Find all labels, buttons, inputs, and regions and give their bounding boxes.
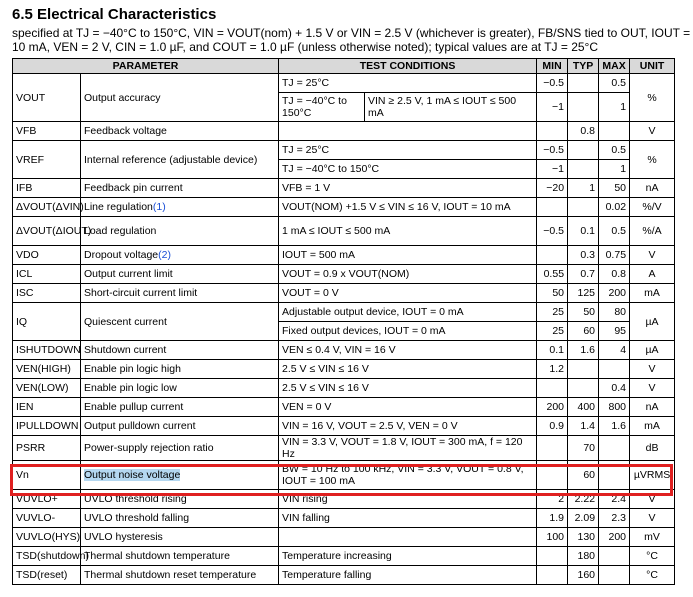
test-condition: IOUT = 500 mA xyxy=(279,246,537,265)
max-value: 50 xyxy=(599,179,630,198)
typ-value: 1 xyxy=(568,179,599,198)
table-row xyxy=(13,509,675,528)
max-value: 0.5 xyxy=(599,141,630,160)
test-condition: VFB = 1 V xyxy=(279,179,537,198)
table-row xyxy=(13,379,675,398)
param-symbol: TSD(reset) xyxy=(13,566,81,585)
min-value: −20 xyxy=(537,179,568,198)
typ-value: 60 xyxy=(568,322,599,341)
typ-value: 1.6 xyxy=(568,341,599,360)
param-name: Short-circuit current limit xyxy=(81,284,279,303)
min-value: 0.1 xyxy=(537,341,568,360)
header-max: MAX xyxy=(599,59,630,74)
min-value xyxy=(537,461,568,490)
param-symbol: VFB xyxy=(13,122,81,141)
min-value xyxy=(537,246,568,265)
typ-value: 50 xyxy=(568,303,599,322)
max-value: 2.3 xyxy=(599,509,630,528)
param-symbol: IQ xyxy=(13,303,81,341)
param-symbol: VDO xyxy=(13,246,81,265)
test-condition: VIN falling xyxy=(279,509,537,528)
typ-value xyxy=(568,160,599,179)
min-value: 200 xyxy=(537,398,568,417)
typ-value xyxy=(568,360,599,379)
test-condition: 1 mA ≤ IOUT ≤ 500 mA xyxy=(279,217,537,246)
table-row xyxy=(13,341,675,360)
unit-value: nA xyxy=(630,398,675,417)
typ-value: 60 xyxy=(568,461,599,490)
param-name xyxy=(81,246,279,265)
unit-value: °C xyxy=(630,547,675,566)
max-value: 1 xyxy=(599,160,630,179)
param-name-text: Dropout voltage xyxy=(84,249,159,261)
typ-value: 125 xyxy=(568,284,599,303)
unit-value: V xyxy=(630,509,675,528)
table-row xyxy=(13,198,675,217)
min-value xyxy=(537,566,568,585)
test-condition: VOUT(NOM) +1.5 V ≤ VIN ≤ 16 V, IOUT = 10 mA xyxy=(279,198,537,217)
test-condition: VIN = 3.3 V, VOUT = 1.8 V, IOUT = 300 mA, f = 120 Hz xyxy=(279,436,537,461)
param-symbol: VREF xyxy=(13,141,81,179)
param-name: Feedback pin current xyxy=(81,179,279,198)
param-name: Internal reference (adjustable device) xyxy=(81,141,279,179)
unit-value: mV xyxy=(630,528,675,547)
typ-value: 70 xyxy=(568,436,599,461)
min-value xyxy=(537,122,568,141)
param-symbol: VEN(LOW) xyxy=(13,379,81,398)
param-name xyxy=(81,198,279,217)
param-symbol: ISHUTDOWN xyxy=(13,341,81,360)
test-condition: TJ = −40°C to 150°C xyxy=(279,160,537,179)
typ-value: 160 xyxy=(568,566,599,585)
table-row xyxy=(13,566,675,585)
test-condition: VOUT = 0.9 x VOUT(NOM) xyxy=(279,265,537,284)
min-value: 1.2 xyxy=(537,360,568,379)
param-name: UVLO hysteresis xyxy=(81,528,279,547)
intro-line-1: specified at TJ = −40°C to 150°C, VIN = VOUT(nom) + 1.5 V or VIN = 2.5 V (whichever is greater), FB/SNS tied to OUT, IOUT = xyxy=(12,26,691,40)
min-value: −0.5 xyxy=(537,141,568,160)
param-symbol: VUVLO+ xyxy=(13,490,81,509)
min-value: 50 xyxy=(537,284,568,303)
param-symbol: IFB xyxy=(13,179,81,198)
max-value: 0.5 xyxy=(599,74,630,93)
min-value: −0.5 xyxy=(537,74,568,93)
typ-value xyxy=(568,74,599,93)
footnote-link[interactable]: (1) xyxy=(152,201,166,213)
typ-value: 400 xyxy=(568,398,599,417)
table-row xyxy=(13,490,675,509)
min-value: 100 xyxy=(537,528,568,547)
test-condition: Fixed output devices, IOUT = 0 mA xyxy=(279,322,537,341)
unit-value: µA xyxy=(630,303,675,341)
header-min: MIN xyxy=(537,59,568,74)
param-name xyxy=(81,461,279,490)
param-symbol: TSD(shutdown) xyxy=(13,547,81,566)
param-symbol: Vn xyxy=(13,461,81,490)
header-unit: UNIT xyxy=(630,59,675,74)
unit-value: V xyxy=(630,122,675,141)
table-row xyxy=(13,417,675,436)
unit-value: %/V xyxy=(630,198,675,217)
max-value: 2.4 xyxy=(599,490,630,509)
table-row xyxy=(13,265,675,284)
max-value xyxy=(599,547,630,566)
min-value: 1.9 xyxy=(537,509,568,528)
min-value: −1 xyxy=(537,93,568,122)
unit-value: °C xyxy=(630,566,675,585)
param-name: Load regulation xyxy=(81,217,279,246)
param-name: Power-supply rejection ratio xyxy=(81,436,279,461)
param-symbol: ΔVOUT(ΔIOUT) xyxy=(13,217,81,246)
unit-value: mA xyxy=(630,417,675,436)
param-name: Output pulldown current xyxy=(81,417,279,436)
max-value xyxy=(599,360,630,379)
max-value: 1.6 xyxy=(599,417,630,436)
max-value xyxy=(599,436,630,461)
header-parameter: PARAMETER xyxy=(13,59,279,74)
param-name: Shutdown current xyxy=(81,341,279,360)
param-symbol: VOUT xyxy=(13,74,81,122)
param-symbol: ΔVOUT(ΔVIN) xyxy=(13,198,81,217)
param-name: Output current limit xyxy=(81,265,279,284)
table-row xyxy=(13,398,675,417)
max-value: 0.02 xyxy=(599,198,630,217)
param-name: Enable pullup current xyxy=(81,398,279,417)
max-value: 0.4 xyxy=(599,379,630,398)
intro-line-2: 10 mA, VEN = 2 V, CIN = 1.0 µF, and COUT = 1.0 µF (unless otherwise noted); typical values are at TJ = 25°C xyxy=(12,40,599,54)
min-value: 25 xyxy=(537,303,568,322)
test-condition: VEN ≤ 0.4 V, VIN = 16 V xyxy=(279,341,537,360)
max-value: 4 xyxy=(599,341,630,360)
typ-value: 0.3 xyxy=(568,246,599,265)
param-name: Feedback voltage xyxy=(81,122,279,141)
table-row xyxy=(13,246,675,265)
test-condition xyxy=(279,528,537,547)
param-symbol: PSRR xyxy=(13,436,81,461)
max-value: 80 xyxy=(599,303,630,322)
typ-value: 2.09 xyxy=(568,509,599,528)
param-symbol: IPULLDOWN xyxy=(13,417,81,436)
unit-value: % xyxy=(630,141,675,179)
typ-value xyxy=(568,141,599,160)
unit-value: V xyxy=(630,360,675,379)
section-title: 6.5 Electrical Characteristics xyxy=(12,6,217,23)
typ-value xyxy=(568,198,599,217)
max-value: 200 xyxy=(599,528,630,547)
min-value: −1 xyxy=(537,160,568,179)
electrical-characteristics-table xyxy=(12,58,675,585)
selected-text-highlight[interactable]: Output noise voltage xyxy=(84,469,181,481)
test-condition: Adjustable output device, IOUT = 0 mA xyxy=(279,303,537,322)
intro-text xyxy=(12,26,691,54)
test-condition xyxy=(279,122,537,141)
param-symbol: ISC xyxy=(13,284,81,303)
min-value: 25 xyxy=(537,322,568,341)
table-row xyxy=(13,436,675,461)
unit-value: V xyxy=(630,490,675,509)
table-row xyxy=(13,217,675,246)
param-symbol: IEN xyxy=(13,398,81,417)
min-value: 2 xyxy=(537,490,568,509)
table-row xyxy=(13,528,675,547)
unit-value: mA xyxy=(630,284,675,303)
typ-value: 0.8 xyxy=(568,122,599,141)
param-name: Enable pin logic high xyxy=(81,360,279,379)
test-condition: BW = 10 Hz to 100 kHz, VIN = 3.3 V, VOUT = 0.8 V, IOUT = 100 mA xyxy=(279,461,537,490)
test-condition: TJ = 25°C xyxy=(279,141,537,160)
unit-value: %/A xyxy=(630,217,675,246)
test-condition: TJ = 25°C xyxy=(279,74,537,93)
test-condition: Temperature falling xyxy=(279,566,537,585)
max-value xyxy=(599,461,630,490)
max-value xyxy=(599,122,630,141)
typ-value: 2.22 xyxy=(568,490,599,509)
test-condition: VIN = 16 V, VOUT = 2.5 V, VEN = 0 V xyxy=(279,417,537,436)
test-condition: Temperature increasing xyxy=(279,547,537,566)
min-value: 0.55 xyxy=(537,265,568,284)
unit-value: % xyxy=(630,74,675,122)
unit-value: µA xyxy=(630,341,675,360)
table-row xyxy=(13,179,675,198)
min-value: −0.5 xyxy=(537,217,568,246)
test-condition: VEN = 0 V xyxy=(279,398,537,417)
typ-value xyxy=(568,379,599,398)
param-symbol: VUVLO- xyxy=(13,509,81,528)
min-value xyxy=(537,379,568,398)
param-name: Quiescent current xyxy=(81,303,279,341)
header-row xyxy=(13,59,675,74)
unit-value: dB xyxy=(630,436,675,461)
min-value xyxy=(537,436,568,461)
header-test-conditions: TEST CONDITIONS xyxy=(279,59,537,74)
typ-value: 130 xyxy=(568,528,599,547)
max-value: 0.5 xyxy=(599,217,630,246)
param-symbol: VUVLO(HYS) xyxy=(13,528,81,547)
max-value: 0.8 xyxy=(599,265,630,284)
param-name: UVLO threshold falling xyxy=(81,509,279,528)
table-row xyxy=(13,74,675,93)
max-value: 1 xyxy=(599,93,630,122)
min-value xyxy=(537,198,568,217)
min-value: 0.9 xyxy=(537,417,568,436)
param-name: Enable pin logic low xyxy=(81,379,279,398)
max-value: 800 xyxy=(599,398,630,417)
param-name: Thermal shutdown temperature xyxy=(81,547,279,566)
table-row xyxy=(13,547,675,566)
min-value xyxy=(537,547,568,566)
table-row xyxy=(13,122,675,141)
max-value: 95 xyxy=(599,322,630,341)
unit-value: µVRMS xyxy=(630,461,675,490)
typ-value: 180 xyxy=(568,547,599,566)
table-row xyxy=(13,284,675,303)
footnote-link[interactable]: (2) xyxy=(158,249,171,261)
typ-value xyxy=(568,93,599,122)
param-name-text: Line regulation xyxy=(84,201,153,213)
param-symbol: ICL xyxy=(13,265,81,284)
typ-value: 0.7 xyxy=(568,265,599,284)
header-typ: TYP xyxy=(568,59,599,74)
typ-value: 0.1 xyxy=(568,217,599,246)
typ-value: 1.4 xyxy=(568,417,599,436)
param-name: Output accuracy xyxy=(81,74,279,122)
unit-value: A xyxy=(630,265,675,284)
param-name: Thermal shutdown reset temperature xyxy=(81,566,279,585)
max-value: 200 xyxy=(599,284,630,303)
test-condition: VIN ≥ 2.5 V, 1 mA ≤ IOUT ≤ 500 mA xyxy=(365,93,537,122)
unit-value: V xyxy=(630,379,675,398)
param-name: UVLO threshold rising xyxy=(81,490,279,509)
test-condition: 2.5 V ≤ VIN ≤ 16 V xyxy=(279,379,537,398)
test-condition: VIN rising xyxy=(279,490,537,509)
unit-value: nA xyxy=(630,179,675,198)
table-row-highlighted xyxy=(13,461,675,490)
max-value: 0.75 xyxy=(599,246,630,265)
table-row xyxy=(13,303,675,322)
unit-value: V xyxy=(630,246,675,265)
test-condition: TJ = −40°C to 150°C xyxy=(279,93,365,122)
test-condition: VOUT = 0 V xyxy=(279,284,537,303)
param-symbol: VEN(HIGH) xyxy=(13,360,81,379)
table-row xyxy=(13,360,675,379)
test-condition: 2.5 V ≤ VIN ≤ 16 V xyxy=(279,360,537,379)
max-value xyxy=(599,566,630,585)
table-row xyxy=(13,141,675,160)
